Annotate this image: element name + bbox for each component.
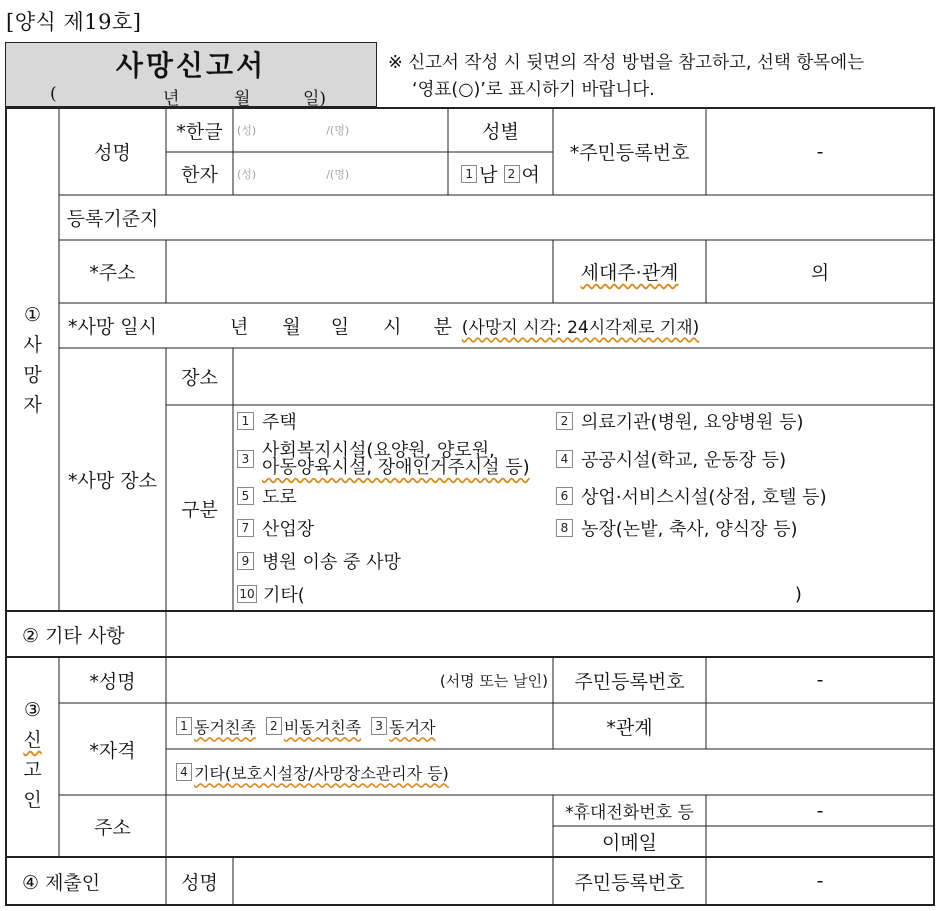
phone-field[interactable]: - (816, 799, 824, 822)
householder-label-text: 세대주·관계 (580, 262, 679, 284)
option-text: 도로 (262, 487, 297, 508)
death-datetime-field[interactable] (230, 303, 930, 348)
death-day-label: 일 (330, 316, 350, 338)
given-name-hint: /(명) (326, 124, 350, 137)
hangul-label: *한글 (176, 120, 223, 143)
qual-option-4-text: 기타(보호시설장/사망장소관리자 등) (194, 763, 449, 783)
option-number: 6 (556, 487, 573, 505)
date-open-paren: ( (50, 84, 57, 104)
reporter-name-field[interactable] (166, 657, 548, 703)
reporter-rrn-field[interactable]: - (816, 669, 824, 691)
section-deceased-num: ① (23, 304, 42, 326)
phone-label: *휴대전화번호 등 (565, 803, 694, 823)
submitter-name-field[interactable] (233, 857, 553, 905)
reporter-address-label: 주소 (94, 816, 131, 839)
hanja-name-field[interactable] (233, 152, 448, 195)
place-label: 장소 (181, 367, 218, 389)
section-reporter-char-2: 고 (23, 759, 42, 781)
surname-hint: (성) (237, 124, 257, 137)
qual-option-3[interactable]: 동거자 (389, 717, 436, 737)
option-text: 산업장 (262, 519, 315, 540)
qual-option-2[interactable]: 비동거친족 (283, 717, 362, 737)
email-label: 이메일 (601, 832, 658, 854)
death-month-label: 월 (282, 316, 301, 338)
gender-female-number[interactable]: 2 (504, 165, 520, 183)
deceased-address-field[interactable] (166, 240, 553, 303)
death-year-label: 년 (230, 316, 249, 338)
qual-option-3-number[interactable]: 3 (371, 717, 387, 735)
place-option-3[interactable] (237, 440, 547, 478)
householder-field[interactable]: 의 (810, 262, 830, 284)
option-text-line-2: 아동양육시설, 장애인거주시설 등) (262, 457, 530, 478)
submitter-name-label: 성명 (181, 871, 218, 894)
option-number: 7 (237, 519, 254, 537)
other-matters-label: ② 기타 사항 (22, 624, 125, 647)
section-deceased-char-2: 망 (23, 364, 42, 386)
hanja-label: 한자 (181, 164, 218, 186)
gender-male-number[interactable]: 1 (461, 165, 477, 183)
option-text: 병원 이송 중 사망 (262, 552, 401, 573)
date-day-label: 일) (303, 89, 327, 109)
deceased-address-label: *주소 (89, 262, 136, 284)
option-number: 3 (237, 450, 254, 468)
place-option-6[interactable] (556, 483, 926, 509)
gender-label: 성별 (482, 120, 519, 143)
qualification-options (176, 703, 553, 749)
relation-field[interactable] (706, 703, 934, 749)
option-text: 농장(논밭, 축사, 양식장 등) (581, 519, 798, 540)
submitter-rrn-label: 주민등록번호 (574, 871, 685, 894)
option-text: 의료기관(병원, 요양병원 등) (581, 412, 804, 433)
place-option-4[interactable] (556, 446, 926, 472)
place-option-2[interactable] (556, 408, 926, 434)
deceased-rrn-label: *주민등록번호 (569, 142, 690, 164)
option-text: 공공시설(학교, 운동장 등) (581, 450, 787, 471)
qual-option-4[interactable] (176, 749, 934, 795)
deceased-rrn-field[interactable]: - (816, 140, 824, 163)
option-number: 9 (237, 552, 254, 570)
surname-hint-hanja: (성) (237, 167, 257, 181)
other-matters-field[interactable] (166, 611, 934, 657)
option-number: 4 (556, 450, 573, 468)
option-number: 2 (556, 412, 573, 430)
notice-line-1: ※ 신고서 작성 시 뒷면의 작성 방법을 참고하고, 선택 항목에는 (388, 53, 865, 73)
section-deceased-label (6, 290, 59, 430)
section-reporter-label (6, 690, 59, 820)
deceased-name-label: 성명 (94, 142, 131, 164)
gender-male-option[interactable]: 남 (479, 164, 498, 186)
submitter-rrn-field[interactable]: - (816, 870, 824, 892)
death-minute-label: 분 (433, 316, 452, 338)
date-month-label: 월 (234, 89, 251, 109)
given-name-hint-hanja: /(명) (326, 167, 350, 181)
form-title: 사망신고서 (115, 49, 267, 82)
submitter-label: ④ 제출인 (22, 871, 101, 894)
place-option-1[interactable] (237, 408, 547, 434)
notice-line-2: ‘영표(○)’로 표시하기 바랍니다. (412, 80, 655, 100)
option-text: 기타( (263, 585, 305, 606)
reporter-rrn-label: 주민등록번호 (574, 670, 685, 693)
qualification-label: *자격 (89, 739, 136, 762)
option-close-paren: ) (794, 583, 802, 605)
category-label: 구분 (181, 498, 218, 521)
qual-option-1-number[interactable]: 1 (176, 717, 192, 735)
place-option-8[interactable] (556, 515, 926, 541)
instruction-notice (388, 50, 938, 104)
reporter-name-label: *성명 (89, 670, 136, 693)
option-number: 8 (556, 519, 573, 537)
date-year-label: 년 (163, 89, 180, 109)
section-reporter-char-1: 신 (23, 729, 42, 751)
registry-label: 등록기준지 (66, 208, 159, 230)
place-option-9[interactable] (237, 548, 547, 574)
hangul-name-field[interactable] (233, 108, 448, 152)
registry-field[interactable] (166, 195, 934, 240)
section-reporter-char-3: 인 (23, 789, 42, 811)
option-number: 10 (237, 585, 257, 603)
death-hour-label: 시 (383, 316, 402, 338)
option-text: 상업·서비스시설(상점, 호텔 등) (581, 487, 827, 508)
reporter-address-field[interactable] (166, 795, 553, 857)
place-field[interactable] (233, 348, 934, 405)
section-reporter-num: ③ (23, 699, 42, 721)
gender-female-option[interactable]: 여 (521, 164, 540, 186)
option-number: 1 (237, 412, 254, 430)
qual-option-1[interactable]: 동거친족 (194, 717, 256, 737)
qual-option-2-number[interactable]: 2 (266, 717, 282, 735)
death-datetime-label: *사망 일시 (68, 316, 157, 338)
section-deceased-char-1: 사 (23, 334, 42, 356)
option-text: 주택 (262, 412, 297, 433)
qual-option-4-number: 4 (176, 763, 192, 781)
place-option-5[interactable] (237, 483, 547, 509)
death-place-label: *사망 장소 (68, 470, 157, 492)
form-number-label: [양식 제19호] (6, 10, 142, 34)
gender-options (448, 152, 553, 195)
sign-note: (서명 또는 날인) (439, 671, 548, 690)
place-option-10[interactable] (237, 581, 837, 607)
option-text: 사회복지시설(요양원, 양로원, (262, 440, 495, 461)
option-text-block (262, 442, 530, 476)
option-number: 5 (237, 487, 254, 505)
email-field[interactable] (706, 826, 934, 857)
relation-label: *관계 (606, 716, 653, 739)
householder-label (553, 240, 706, 303)
section-deceased-char-3: 자 (23, 394, 42, 416)
place-option-7[interactable] (237, 515, 547, 541)
death-time-note: (사망지 시각: 24시각제로 기재) (461, 318, 700, 338)
